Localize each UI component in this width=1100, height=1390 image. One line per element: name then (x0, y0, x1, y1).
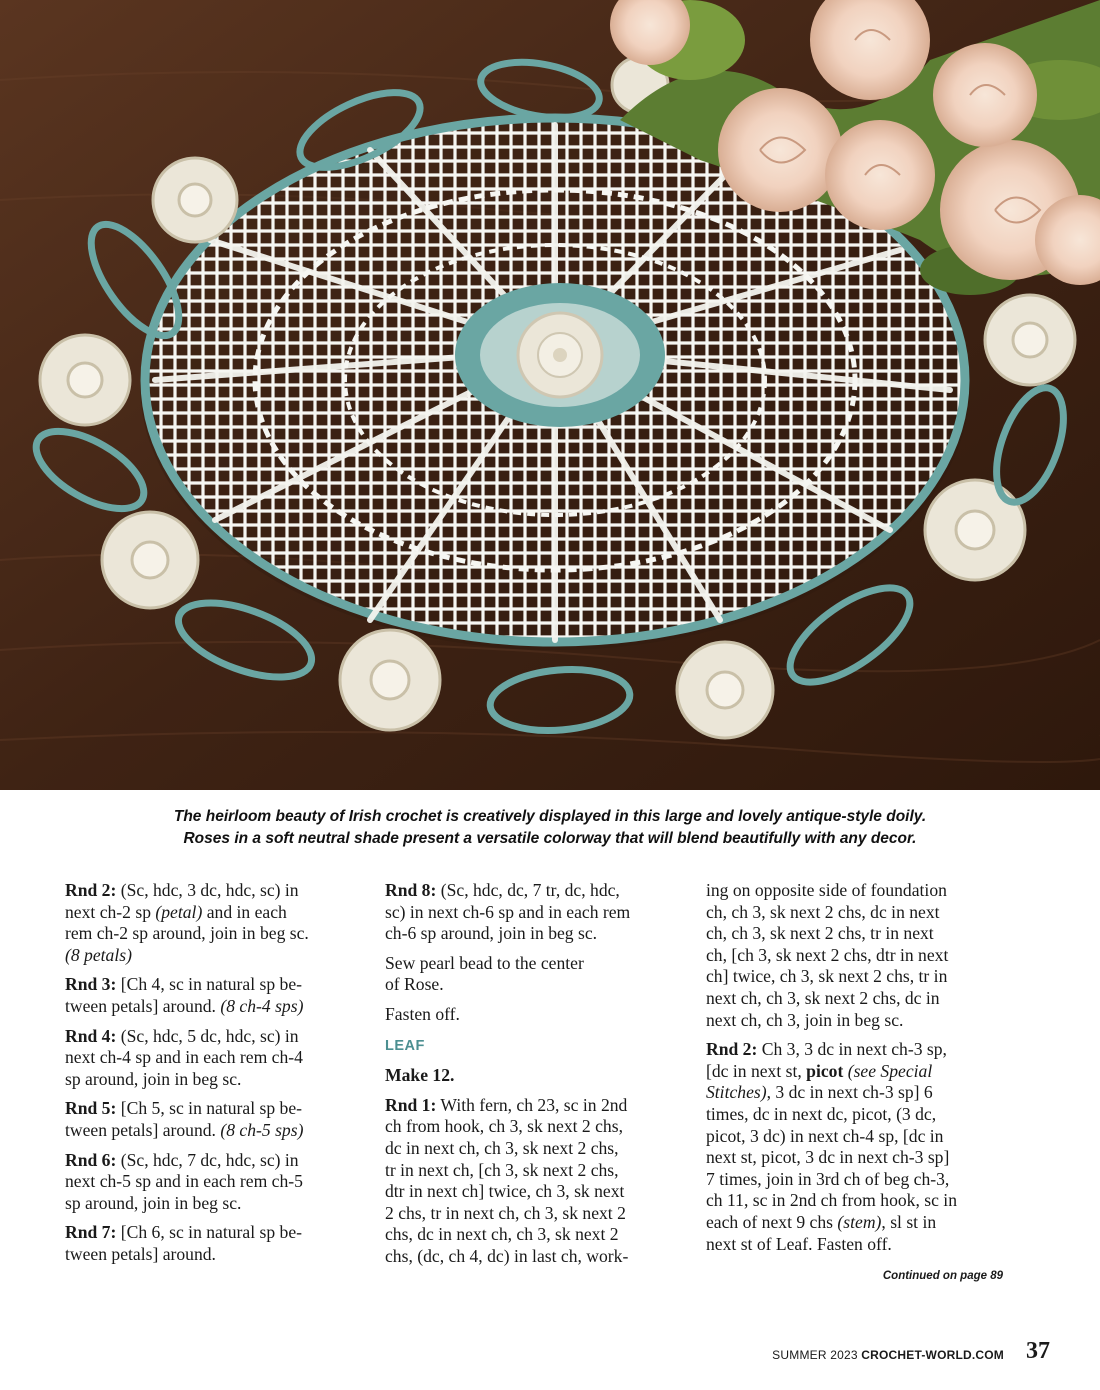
text: ch] twice, ch 3, sk next 2 chs, tr in (706, 966, 948, 987)
text: ch, ch 3, sk next 2 chs, dc in next (706, 901, 940, 922)
rnd-label: Rnd 4: (65, 1025, 117, 1046)
text: times, dc in next dc, picot, (3 dc, (706, 1103, 937, 1124)
rnd-label: Rnd 2: (65, 880, 117, 900)
text-italic: (see Special (843, 1060, 933, 1081)
text: , 3 dc in next ch-3 sp] 6 (766, 1082, 933, 1103)
text: sp around, join in beg sc. (65, 1068, 242, 1089)
rnd-7-rose (65, 1222, 365, 1265)
text: of Rose. (385, 974, 444, 995)
rnd-2-rose (65, 880, 365, 966)
text: ing on opposite side of foundation (706, 880, 947, 900)
text: , sl st in (881, 1211, 937, 1232)
text: ch from hook, ch 3, sk next 2 chs, (385, 1116, 623, 1137)
page-number: 37 (1026, 1338, 1050, 1364)
text: [Ch 6, sc in natural sp be- (116, 1222, 303, 1243)
text: next st of Leaf. Fasten off. (706, 1233, 892, 1254)
rnd-5-rose (65, 1098, 365, 1141)
caption-line-2: Roses in a soft neutral shade present a versatile colorway that will blend beautifully with any decor. (183, 830, 917, 847)
text: sp around, join in beg sc. (65, 1192, 242, 1213)
text: (Sc, hdc, 7 dc, hdc, sc) in (116, 1149, 299, 1170)
text: ch, [ch 3, sk next 2 chs, dtr in next (706, 944, 949, 965)
column-2 (385, 880, 685, 1276)
text: (Sc, hdc, 5 dc, hdc, sc) in (116, 1025, 299, 1046)
text: sc) in next ch-6 sp and in each rem (385, 901, 631, 922)
rnd-label: Rnd 8: (385, 880, 437, 900)
text-italic: Stitches) (706, 1082, 767, 1103)
text: dc in next ch, ch 3, sk next 2 chs, (385, 1137, 619, 1158)
text-italic: (8 petals) (65, 944, 132, 965)
text-bold: picot (806, 1060, 844, 1081)
text: next ch, ch 3, sk next 2 chs, dc in (706, 987, 940, 1008)
rnd-label: Rnd 3: (65, 974, 117, 995)
rnd-3-rose (65, 974, 365, 1017)
caption-line-1: The heirloom beauty of Irish crochet is creatively displayed in this large and lovely antique-style doily. (173, 808, 927, 825)
text: tr in next ch, [ch 3, sk next 2 chs, (385, 1159, 619, 1180)
text: rem ch-2 sp around, join in beg sc. (65, 923, 309, 944)
rnd-1-leaf (385, 1095, 685, 1268)
rnd-1-leaf-continued (706, 880, 1006, 1031)
sew-instruction (385, 953, 685, 996)
text: dtr in next ch] twice, ch 3, sk next (385, 1181, 625, 1202)
continued-note: Continued on page 89 (882, 1270, 1003, 1282)
text: picot, 3 dc) in next ch-4 sp, [dc in (706, 1125, 944, 1146)
issue-label: SUMMER 2023 (772, 1348, 862, 1362)
site-link[interactable]: CROCHET-WORLD.COM (861, 1348, 1004, 1362)
rnd-6-rose (65, 1150, 365, 1215)
text-italic: (8 ch-4 sps) (220, 995, 304, 1016)
photo-caption (40, 806, 1060, 850)
text: ch-6 sp around, join in beg sc. (385, 923, 598, 944)
rnd-2-leaf (706, 1039, 1006, 1255)
text-italic: (petal) (155, 901, 203, 922)
text-italic: (8 ch-5 sps) (220, 1119, 304, 1140)
text: Fasten off. (385, 1003, 460, 1024)
text: tween petals] around. (65, 1243, 216, 1264)
make-count: Make 12. (385, 1065, 455, 1086)
text: next ch-5 sp and in each rem ch-5 (65, 1171, 303, 1192)
text: Ch 3, 3 dc in next ch-3 sp, (757, 1039, 947, 1060)
column-1 (65, 880, 365, 1274)
text: ch, ch 3, sk next 2 chs, tr in next (706, 923, 934, 944)
column-3 (706, 880, 1006, 1263)
text: next ch-2 sp (65, 901, 156, 922)
rnd-label: Rnd 6: (65, 1149, 117, 1170)
text: [Ch 5, sc in natural sp be- (116, 1098, 303, 1119)
text: 2 chs, tr in next ch, ch 3, sk next 2 (385, 1202, 626, 1223)
text: chs, dc in next ch, ch 3, sk next 2 (385, 1224, 619, 1245)
text: tween petals] around. (65, 995, 221, 1016)
text: next ch, ch 3, join in beg sc. (706, 1009, 904, 1030)
text: Sew pearl bead to the center (385, 952, 584, 973)
page-footer (772, 1348, 1004, 1362)
rnd-8-rose (385, 880, 685, 945)
text: chs, (dc, ch 4, dc) in last ch, work- (385, 1245, 629, 1266)
text: next st, picot, 3 dc in next ch-3 sp] (706, 1147, 950, 1168)
text: [Ch 4, sc in natural sp be- (116, 974, 303, 995)
rnd-label: Rnd 2: (706, 1039, 758, 1060)
text: (Sc, hdc, dc, 7 tr, dc, hdc, (436, 880, 620, 900)
text: 7 times, join in 3rd ch of beg ch-3, (706, 1168, 950, 1189)
text: [dc in next st, (706, 1060, 807, 1081)
text-italic: (stem) (837, 1211, 882, 1232)
rnd-4-rose (65, 1026, 365, 1091)
text: each of next 9 chs (706, 1211, 838, 1232)
text: and in each (202, 901, 287, 922)
rnd-label: Rnd 5: (65, 1098, 117, 1119)
text: (Sc, hdc, 3 dc, hdc, sc) in (116, 880, 299, 900)
text: next ch-4 sp and in each rem ch-4 (65, 1047, 303, 1068)
leaf-heading: LEAF (385, 1037, 425, 1054)
fasten-off (385, 1004, 685, 1026)
text: ch 11, sc in 2nd ch from hook, sc in (706, 1190, 957, 1211)
text: tween petals] around. (65, 1119, 221, 1140)
rnd-label: Rnd 7: (65, 1222, 117, 1243)
text: With fern, ch 23, sc in 2nd (436, 1094, 628, 1115)
rnd-label: Rnd 1: (385, 1094, 437, 1115)
